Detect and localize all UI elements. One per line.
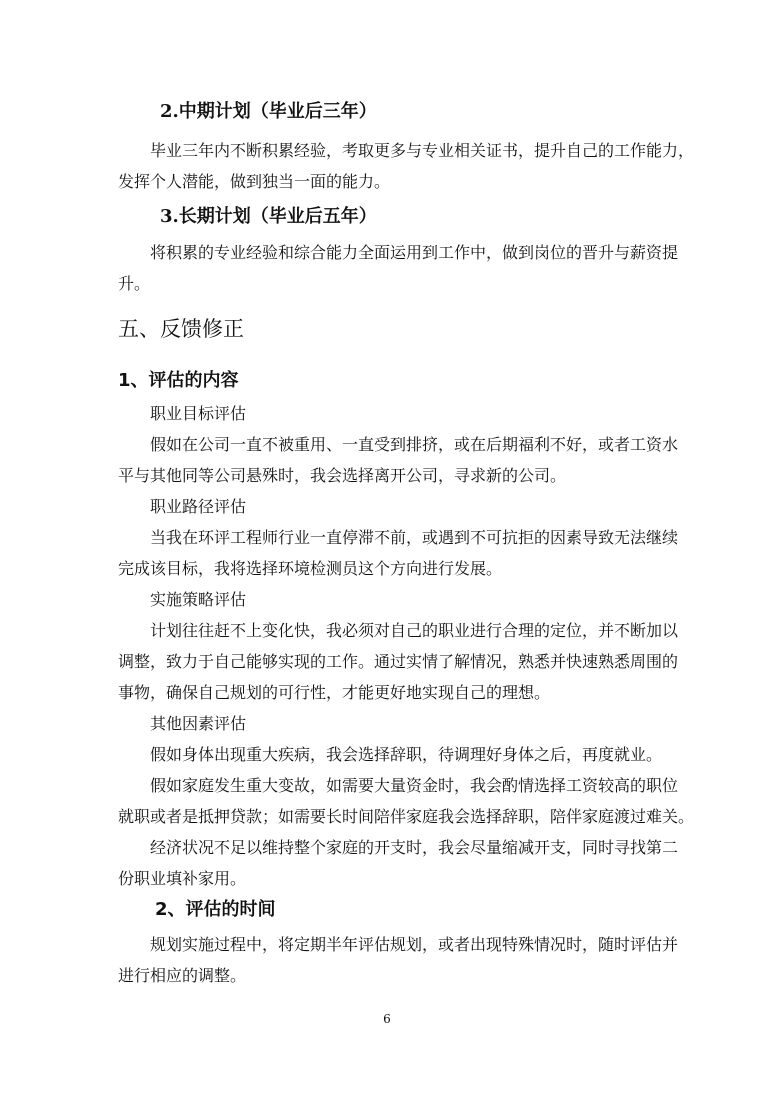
paragraph-line: 假如家庭发生重大变故，如需要大量资金时，我会酌情选择工资较高的职位	[150, 776, 679, 795]
long-plan-heading: 3.长期计划（毕业后五年）	[160, 206, 377, 227]
paragraph-line: 完成该目标，我将选择环境检测员这个方向进行发展。	[118, 559, 503, 578]
career-goal-title: 职业目标评估	[150, 404, 247, 423]
paragraph-line: 假如身体出现重大疾病，我会选择辞职，待调理好身体之后，再度就业。	[150, 745, 663, 764]
paragraph-line: 就职或者是抵押贷款；如需要长时间陪伴家庭我会选择辞职，陪伴家庭渡过难关。	[118, 807, 695, 826]
paragraph-line: 计划往往赶不上变化快，我必须对自己的职业进行合理的定位，并不断加以	[150, 621, 679, 640]
paragraph-line: 事物，确保自己规划的可行性，才能更好地实现自己的理想。	[118, 683, 551, 702]
paragraph-line: 进行相应的调整。	[118, 966, 247, 985]
paragraph-line: 调整，致力于自己能够实现的工作。通过实情了解情况，熟悉并快速熟悉周围的	[118, 652, 679, 671]
paragraph-line: 将积累的专业经验和综合能力全面运用到工作中，做到岗位的晋升与薪资提	[150, 243, 679, 262]
paragraph-line: 假如在公司一直不被重用、一直受到排挤，或在后期福利不好，或者工资水	[150, 435, 679, 454]
paragraph-line: 平与其他同等公司悬殊时，我会选择离开公司，寻求新的公司。	[118, 466, 567, 485]
mid-plan-heading: 2.中期计划（毕业后三年）	[160, 101, 377, 122]
strategy-title: 实施策略评估	[150, 590, 247, 609]
eval-content-heading: 1、评估的内容	[118, 370, 239, 391]
career-path-title: 职业路径评估	[150, 497, 247, 516]
paragraph-line: 升。	[118, 274, 151, 293]
paragraph-line: 规划实施过程中，将定期半年评估规划，或者出现特殊情况时，随时评估并	[150, 935, 679, 954]
paragraph-line: 发挥个人潜能，做到独当一面的能力。	[118, 172, 391, 191]
paragraph-line: 份职业填补家用。	[118, 869, 247, 888]
paragraph-line: 经济状况不足以维持整个家庭的开支时，我会尽量缩减开支，同时寻找第二	[150, 838, 679, 857]
section-heading-feedback: 五、反馈修正	[118, 317, 244, 341]
paragraph-line: 毕业三年内不断积累经验，考取更多与专业相关证书，提升自己的工作能力，	[150, 141, 695, 160]
page-number: 6	[383, 1012, 391, 1026]
other-factors-title: 其他因素评估	[150, 714, 247, 733]
paragraph-line: 当我在环评工程师行业一直停滞不前，或遇到不可抗拒的因素导致无法继续	[150, 528, 679, 547]
eval-time-heading: 2、评估的时间	[155, 899, 276, 920]
